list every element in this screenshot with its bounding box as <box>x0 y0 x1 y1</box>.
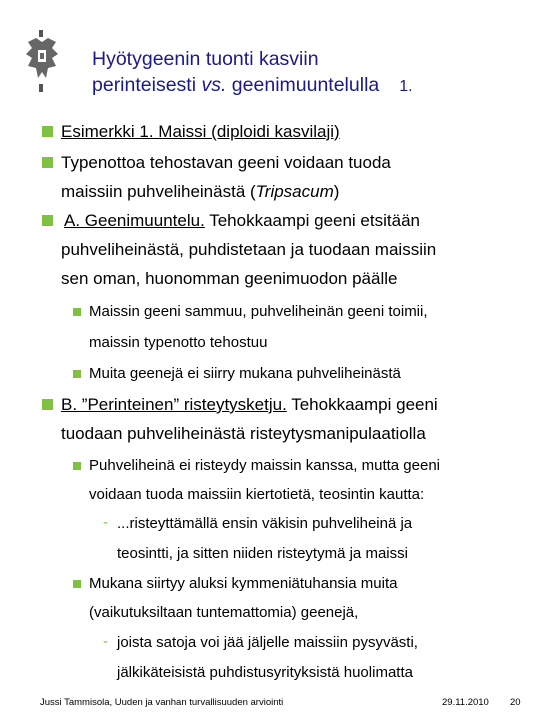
title-number: 1. <box>399 78 413 95</box>
bullet-marker <box>42 157 53 168</box>
sub-bullet-4-line-2: (vaikutuksiltaan tuntemattomia) geenejä, <box>89 604 359 621</box>
bullet-3-line-1 <box>64 211 420 231</box>
dash-marker: - <box>103 633 108 650</box>
title-line-2 <box>92 72 532 100</box>
sub-bullet-3-line-2: voidaan tuoda maissiin kiertotietä, teosintin kautta: <box>89 486 425 503</box>
bullet-3-line-3: sen oman, huonomman geenimuodon päälle <box>61 269 398 288</box>
sub-bullet-marker <box>73 580 81 588</box>
sub-bullet-marker <box>73 462 81 470</box>
footer-date: 29.11.2010 <box>442 697 489 708</box>
bullet-2-line-1: Typenottoa tehostavan geeni voidaan tuoda <box>61 153 391 172</box>
bullet-marker <box>42 215 53 226</box>
sub-bullet-1-line-2: maissin typenotto tehostuu <box>89 334 268 351</box>
bullet-4-rest: Tehokkaampi geeni <box>286 395 438 414</box>
bullet-3-line-2: puhveliheinästä, puhdistetaan ja tuodaan maissiin <box>61 240 437 259</box>
dash-2-line-1: joista satoja voi jää jäljelle maissiin pysyvästi, <box>117 634 418 651</box>
bullet-2-line-2 <box>61 182 339 202</box>
sub-bullet-2: Muita geenejä ei siirry mukana puhveliheinästä <box>89 365 401 382</box>
title-line-1: Hyötygeenin tuonti kasviin <box>92 48 319 70</box>
bullet-3-heading: A. Geenimuuntelu. <box>64 211 205 230</box>
dash-1-line-1: ...risteyttämällä ensin väkisin puhveliheinä ja <box>117 515 413 532</box>
title-line-2-post: geenimuuntelulla <box>226 74 380 96</box>
bullet-4-line-2: tuodaan puhveliheinästä risteytysmanipulaatiolla <box>61 424 426 443</box>
sub-bullet-marker <box>73 308 81 316</box>
sub-bullet-1-line-1: Maissin geeni sammuu, puhveliheinän geeni toimii, <box>89 303 428 320</box>
bullet-4-heading: B. ”Perinteinen” risteytysketju. <box>61 395 287 414</box>
title-line-2-pre: perinteisesti <box>92 74 202 96</box>
sub-bullet-marker <box>73 370 81 378</box>
bullet-4-line-1 <box>61 395 438 415</box>
slide-title <box>92 46 532 100</box>
title-vs: vs. <box>201 74 227 96</box>
bullet-1-text: Esimerkki 1. Maissi (diploidi kasvilaji) <box>61 122 340 141</box>
bullet-marker <box>42 399 53 410</box>
footer-page-number: 20 <box>510 697 521 708</box>
bullet-2-post: ) <box>333 182 340 201</box>
sub-bullet-4-line-1: Mukana siirtyy aluksi kymmeniätuhansia muita <box>89 575 398 592</box>
dash-2-line-2: jälkikäteisistä puhdistusyrityksistä huolimatta <box>117 664 413 681</box>
bullet-1 <box>61 122 340 142</box>
bullet-2-pre: maissiin puhveliheinästä ( <box>61 182 256 201</box>
bullet-3-rest: Tehokkaampi geeni etsitään <box>204 211 420 230</box>
bullet-2-italic: Tripsacum <box>255 182 334 201</box>
bullet-marker <box>42 126 53 137</box>
sub-bullet-3-line-1: Puhveliheinä ei risteydy maissin kanssa, mutta geeni <box>89 457 441 474</box>
university-seal-icon <box>18 28 66 100</box>
dash-1-line-2: teosintti, ja sitten niiden risteytymä ja maissi <box>117 545 408 562</box>
footer-author: Jussi Tammisola, Uuden ja vanhan turvallisuuden arviointi <box>40 697 284 708</box>
dash-marker: - <box>103 514 108 531</box>
